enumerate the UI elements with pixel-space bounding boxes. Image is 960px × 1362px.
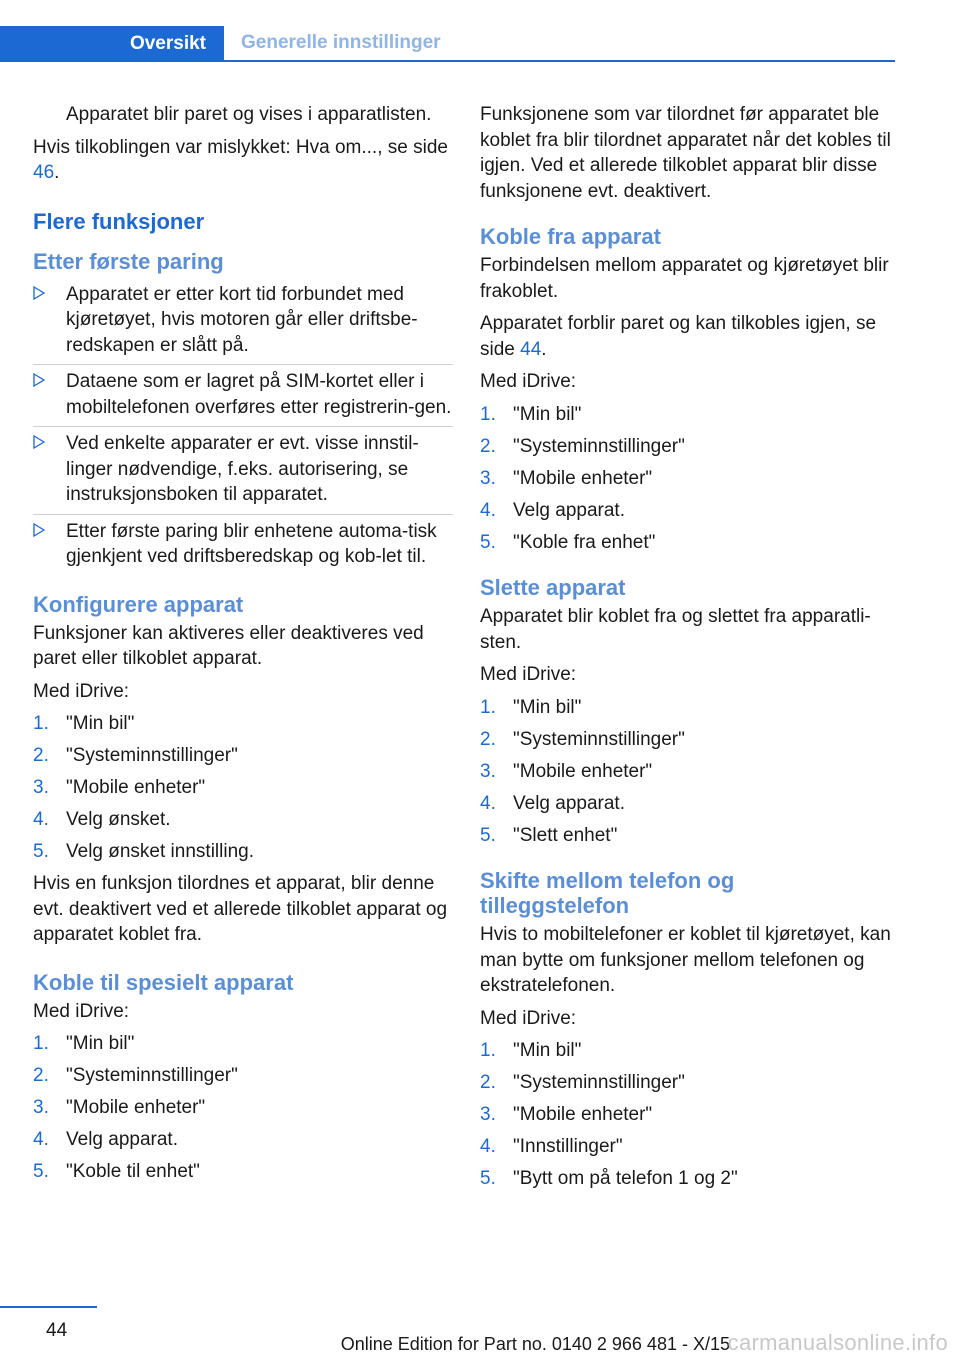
- list-item: [33, 365, 453, 427]
- list-item: [480, 1102, 900, 1128]
- steps-koble-fra: [480, 402, 900, 556]
- step-number: 3.: [33, 777, 49, 798]
- list-item: [33, 711, 453, 737]
- paragraph-skifte: Hvis to mobiltelefoner er koblet til kjøretøyet, kan man bytte om funksjoner mellom telefonen og ekstratelefonen.: [480, 924, 891, 996]
- list-item: [480, 759, 900, 785]
- list-item: [33, 775, 453, 801]
- step-number: 2.: [33, 1065, 49, 1086]
- list-item: [480, 727, 900, 753]
- step-number: 3.: [480, 467, 496, 489]
- step-text: "Min bil": [513, 403, 582, 425]
- list-item: [480, 1166, 900, 1192]
- step-text: Velg apparat.: [513, 499, 625, 521]
- step-number: 4.: [33, 809, 49, 830]
- step-number: 4.: [480, 792, 496, 814]
- step-text: "Innstillinger": [513, 1136, 623, 1157]
- paragraph-koble-fra-2: [480, 311, 900, 362]
- step-text: "Min bil": [513, 696, 582, 718]
- step-number: 5.: [33, 1161, 49, 1182]
- list-item: [480, 466, 900, 492]
- paragraph-konfig: Funksjoner kan aktiveres eller deaktiveres ved paret eller tilkoblet apparat.: [33, 622, 424, 669]
- right-column: [480, 102, 900, 1198]
- triangle-bullet-icon: [33, 373, 45, 387]
- page-ref-44[interactable]: 44: [520, 338, 542, 360]
- page-number: 44: [46, 1320, 68, 1341]
- step-text: "Min bil": [513, 1040, 582, 1061]
- step-text: Velg apparat.: [513, 792, 625, 814]
- step-number: 2.: [480, 435, 496, 457]
- edition-text: Online Edition for Part no. 0140 2 966 481 - X/15: [340, 1334, 730, 1354]
- list-item: [33, 515, 453, 576]
- step-text: "Mobile enheter": [513, 760, 653, 782]
- header-tab-bar: [0, 26, 895, 62]
- step-text: "Koble fra enhet": [513, 531, 656, 553]
- heading-koble-fra-apparat: Koble fra apparat: [480, 224, 661, 249]
- step-text: "Systeminnstillinger": [66, 1065, 238, 1086]
- step-text: Velg ønsket.: [66, 809, 171, 830]
- step-number: 2.: [33, 745, 49, 766]
- list-item: [480, 434, 900, 460]
- paragraph-koble-fra-1: Forbindelsen mellom apparatet og kjøretøyet blir frakoblet.: [480, 255, 889, 302]
- step-number: 1.: [480, 696, 496, 718]
- paragraph-slette: Apparatet blir koblet fra og slettet fra apparatli‐sten.: [480, 606, 871, 653]
- paragraph-failed: [33, 135, 453, 186]
- heading-skifte-telefon: Skifte mellom telefon og tilleggstelefon: [480, 868, 735, 918]
- step-text: "Bytt om på telefon 1 og 2": [513, 1168, 738, 1189]
- heading-etter-forste-paring: Etter første paring: [33, 248, 224, 274]
- list-item: [480, 1070, 900, 1096]
- idrive-label: Med iDrive:: [33, 1000, 130, 1022]
- steps-slette: [480, 695, 900, 849]
- list-item: [33, 839, 453, 865]
- step-text: "Systeminnstillinger": [513, 435, 685, 457]
- step-number: 1.: [480, 403, 496, 425]
- step-text: "Min bil": [66, 1033, 135, 1054]
- list-item: [480, 530, 900, 556]
- paragraph-koble-fra-2-end: .: [541, 338, 547, 360]
- idrive-label: Med iDrive:: [480, 1007, 577, 1029]
- step-number: 5.: [480, 531, 496, 553]
- list-item: [33, 1095, 453, 1121]
- list-item: [480, 402, 900, 428]
- list-item: [480, 791, 900, 817]
- left-column: [33, 102, 453, 1191]
- step-text: "Mobile enheter": [513, 1104, 653, 1125]
- footer-rule: [0, 1306, 97, 1308]
- bullet-list: [33, 278, 453, 576]
- steps-konfig: [33, 711, 453, 865]
- step-text: "Mobile enheter": [513, 467, 653, 489]
- step-number: 1.: [33, 713, 49, 734]
- list-item: [33, 1127, 453, 1153]
- heading-koble-til-spesielt-apparat: Koble til spesielt apparat: [33, 969, 294, 995]
- triangle-bullet-icon: [33, 286, 45, 300]
- triangle-bullet-icon: [33, 523, 45, 537]
- paragraph-konfig-note: Hvis en funksjon tilordnes et apparat, blir denne evt. deaktivert ved et allerede tilkoblet apparat og apparatet koblet fra.: [33, 873, 448, 945]
- page-ref-46[interactable]: 46: [33, 162, 55, 183]
- step-text: "Slett enhet": [513, 824, 618, 846]
- list-item: [33, 743, 453, 769]
- paragraph-koble-fra-2-text: Apparatet forblir paret og kan tilkobles igjen, se side: [480, 313, 877, 360]
- tab-oversikt-label: Oversikt: [129, 33, 206, 54]
- list-item: [480, 1038, 900, 1064]
- list-item: [33, 1159, 453, 1185]
- step-text: "Systeminnstillinger": [66, 745, 238, 766]
- bullet-text: Dataene som er lagret på SIM-kortet eller i mobiltelefonen overføres etter registrerin‐gen.: [66, 371, 452, 418]
- list-item: [33, 807, 453, 833]
- step-number: 3.: [480, 1104, 496, 1125]
- step-number: 4.: [480, 499, 496, 521]
- bullet-text: Etter første paring blir enhetene automa‐tisk gjenkjent ved driftsberedskap og kob‐let til.: [66, 520, 437, 567]
- step-number: 5.: [480, 1168, 496, 1189]
- step-text: Velg apparat.: [66, 1129, 178, 1150]
- step-number: 2.: [480, 728, 496, 750]
- steps-koble-til: [33, 1031, 453, 1185]
- list-item: [33, 427, 453, 515]
- step-number: 2.: [480, 1072, 496, 1093]
- paragraph-paired: Apparatet blir paret og vises i apparatlisten.: [66, 104, 432, 125]
- idrive-label: Med iDrive:: [480, 371, 577, 392]
- step-number: 5.: [480, 824, 496, 846]
- step-number: 5.: [33, 841, 49, 862]
- step-text: "Mobile enheter": [66, 1097, 206, 1118]
- step-text: "Systeminnstillinger": [513, 728, 685, 750]
- watermark: carmanualsonline.info: [727, 1330, 948, 1355]
- step-number: 3.: [33, 1097, 49, 1118]
- paragraph-funksjonene: Funksjonene som var tilordnet før apparatet ble koblet fra blir tilordnet apparatet når det kobles til igjen. Ved et allerede tilkoblet apparat blir disse funksjonene evt. deaktivert.: [480, 104, 891, 202]
- heading-flere-funksjoner: Flere funksjoner: [33, 208, 205, 234]
- list-item: [480, 1134, 900, 1160]
- paragraph-failed-end: .: [54, 162, 60, 183]
- list-item: [480, 695, 900, 721]
- triangle-bullet-icon: [33, 435, 45, 449]
- tab-generelle-label: Generelle innstillinger: [241, 32, 441, 53]
- list-item: [33, 1063, 453, 1089]
- list-item: [33, 1031, 453, 1057]
- bullet-text: Ved enkelte apparater er evt. visse innstil‐linger nødvendige, f.eks. autorisering, se instruksjonsboken til apparatet.: [66, 433, 419, 505]
- list-item: [480, 823, 900, 849]
- steps-skifte: [480, 1038, 900, 1192]
- heading-slette-apparat: Slette apparat: [480, 575, 626, 600]
- step-number: 4.: [480, 1136, 496, 1157]
- bullet-text: Apparatet er etter kort tid forbundet med kjøretøyet, hvis motoren går eller driftsbe‐redskapen er slått på.: [66, 283, 418, 356]
- step-number: 1.: [33, 1033, 49, 1054]
- step-number: 3.: [480, 760, 496, 782]
- step-text: "Systeminnstillinger": [513, 1072, 685, 1093]
- idrive-label: Med iDrive:: [33, 680, 130, 702]
- paragraph-failed-text: Hvis tilkoblingen var mislykket: Hva om..., se side: [33, 136, 448, 158]
- step-text: Velg ønsket innstilling.: [66, 841, 254, 862]
- step-text: "Mobile enheter": [66, 777, 206, 798]
- tab-oversikt[interactable]: [0, 26, 224, 62]
- list-item: [480, 498, 900, 524]
- list-item: [33, 278, 453, 366]
- step-text: "Min bil": [66, 713, 135, 734]
- header-rule: [0, 60, 895, 62]
- tab-generelle-innstillinger[interactable]: [241, 26, 441, 60]
- idrive-label: Med iDrive:: [480, 664, 577, 685]
- step-text: "Koble til enhet": [66, 1161, 200, 1182]
- heading-konfigurere-apparat: Konfigurere apparat: [33, 591, 244, 617]
- step-number: 1.: [480, 1040, 496, 1061]
- step-number: 4.: [33, 1129, 49, 1150]
